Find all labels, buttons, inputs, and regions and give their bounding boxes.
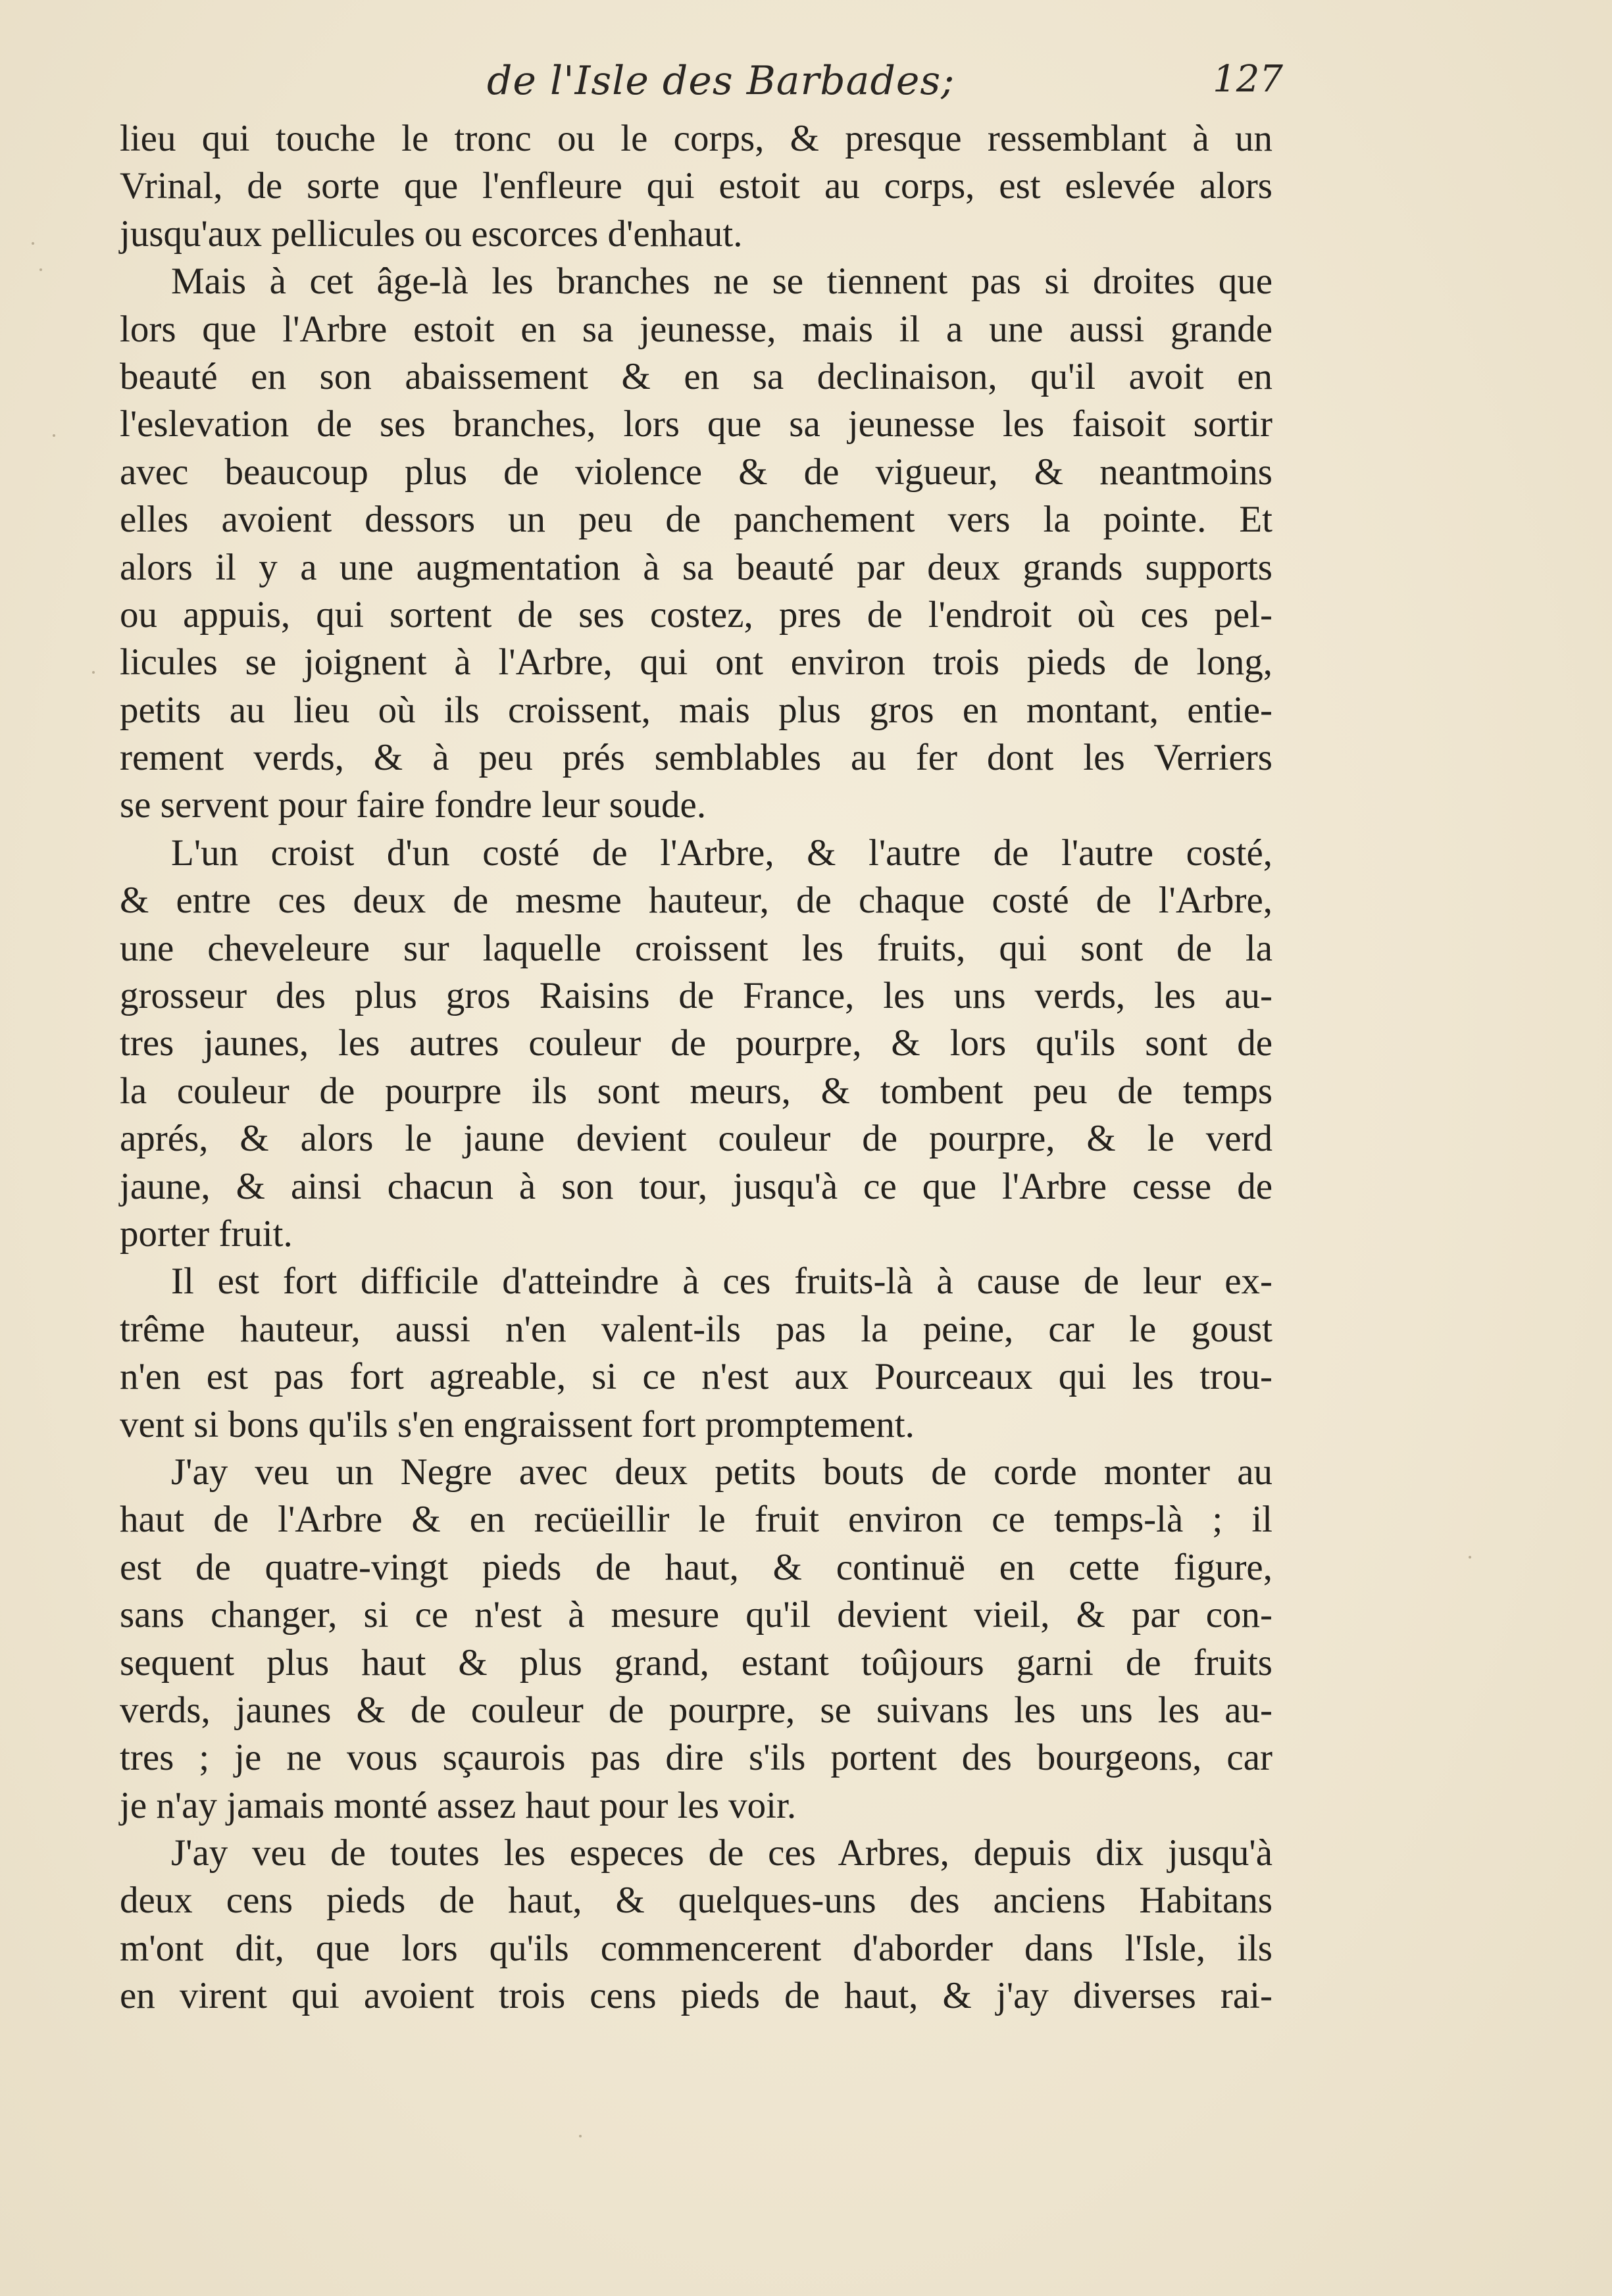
text-line: trême hauteur, aussi n'en valent-ils pas la peine, car le goust [120, 1308, 1272, 1350]
text-line: vent si bons qu'ils s'en engraissent fort promptement. [120, 1403, 915, 1445]
text-line: sequent plus haut & plus grand, estant toûjours garni de fruits [120, 1641, 1272, 1684]
text-line: Vrinal, de sorte que l'enfleure qui estoit au corps, est eslevée alors [120, 165, 1272, 207]
text-line: beauté en son abaissement & en sa declinaison, qu'il avoit en [120, 355, 1272, 397]
text-line: rement verds, & à peu prés semblables au fer dont les Verriers [120, 737, 1272, 779]
text-line: sans changer, si ce n'est à mesure qu'il devient vieil, & par con- [120, 1594, 1272, 1636]
text-line: m'ont dit, que lors qu'ils commencerent d'aborder dans l'Isle, ils [120, 1927, 1272, 1969]
text-line: jaune, & ainsi chacun à son tour, jusqu'à ce que l'Arbre cesse de [120, 1165, 1272, 1207]
running-title: de l'Isle des Barbades; [487, 58, 955, 104]
text-line: aprés, & alors le jaune devient couleur de pourpre, & le verd [120, 1118, 1272, 1160]
text-line: grosseur des plus gros Raisins de France, les uns verds, les au- [120, 975, 1272, 1017]
text-line: lieu qui touche le tronc ou le corps, & presque ressemblant à un [120, 118, 1272, 159]
text-line: ou appuis, qui sortent de ses costez, pres de l'endroit où ces pel- [120, 593, 1272, 636]
text-line: deux cens pieds de haut, & quelques-uns des anciens Habitans [120, 1880, 1272, 1922]
text-line: J'ay veu de toutes les especes de ces Arbres, depuis dix jusqu'à [171, 1832, 1272, 1874]
text-line: l'eslevation de ses branches, lors que sa jeunesse les faisoit sortir [120, 403, 1272, 445]
text-line: je n'ay jamais monté assez haut pour les voir. [120, 1784, 797, 1826]
text-line: est de quatre-vingt pieds de haut, & continuë en cette figure, [120, 1546, 1272, 1588]
text-line: en virent qui avoient trois cens pieds de haut, & j'ay diverses rai- [120, 1975, 1272, 2017]
body-text [120, 115, 1272, 2020]
text-line: se servent pour faire fondre leur soude. [120, 784, 707, 826]
text-line: lors que l'Arbre estoit en sa jeunesse, mais il a une aussi grande [120, 308, 1272, 350]
text-line: une cheveleure sur laquelle croissent les fruits, qui sont de la [120, 927, 1272, 969]
text-line: & entre ces deux de mesme hauteur, de chaque costé de l'Arbre, [120, 880, 1272, 922]
text-line: petits au lieu où ils croissent, mais plus gros en montant, entie- [120, 689, 1272, 731]
text-line: avec beaucoup plus de violence & de vigueur, & neantmoins [120, 451, 1272, 493]
text-line: Il est fort difficile d'atteindre à ces fruits-là à cause de leur ex- [171, 1260, 1272, 1303]
text-line: J'ay veu un Negre avec deux petits bouts de corde monter au [171, 1451, 1272, 1493]
text-line: tres jaunes, les autres couleur de pourpre, & lors qu'ils sont de [120, 1022, 1272, 1064]
text-line: licules se joignent à l'Arbre, qui ont environ trois pieds de long, [120, 641, 1272, 684]
text-line: n'en est pas fort agreable, si ce n'est aux Pourceaux qui les trou- [120, 1356, 1272, 1398]
page-header [118, 58, 1283, 111]
text-line: elles avoient dessors un peu de panchement vers la pointe. Et [120, 499, 1272, 541]
text-line: verds, jaunes & de couleur de pourpre, se suivans les uns les au- [120, 1689, 1272, 1731]
text-line: L'un croist d'un costé de l'Arbre, & l'autre de l'autre costé, [171, 832, 1272, 874]
text-line: alors il y a une augmentation à sa beauté par deux grands supports [120, 546, 1272, 588]
text-line: la couleur de pourpre ils sont meurs, & tombent peu de temps [120, 1070, 1272, 1112]
text-line: tres ; je ne vous sçaurois pas dire s'ils portent des bourgeons, car [120, 1737, 1272, 1779]
text-line: jusqu'aux pellicules ou escorces d'enhaut. [120, 212, 743, 255]
text-line: porter fruit. [120, 1212, 293, 1255]
page-number: 127 [1213, 58, 1283, 101]
text-line: Mais à cet âge-là les branches ne se tiennent pas si droites que [171, 261, 1272, 303]
text-line: haut de l'Arbre & en recüeillir le fruit environ ce temps-là ; il [120, 1499, 1272, 1541]
